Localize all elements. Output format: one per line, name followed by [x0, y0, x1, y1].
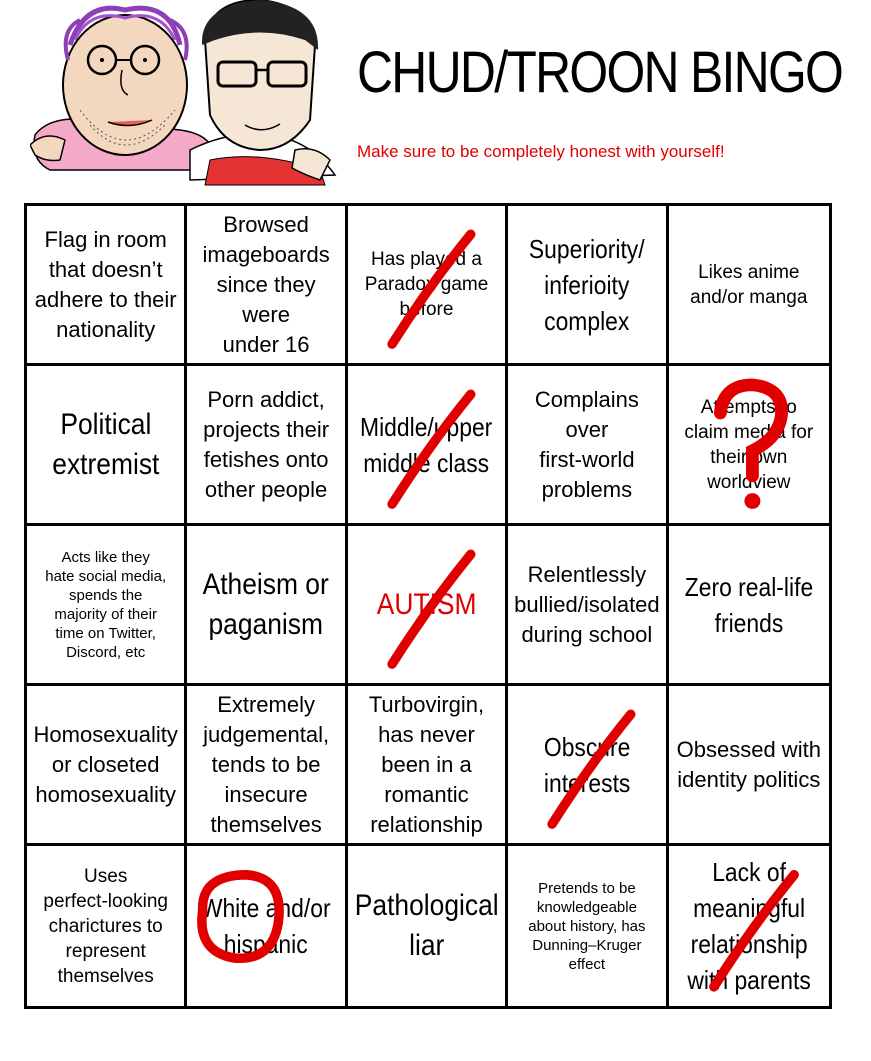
bingo-cell-label: Porn addict, projects their fetishes onto other people — [203, 386, 330, 502]
bingo-cell[interactable] — [669, 206, 829, 366]
page-title: CHUD/TROON BINGO — [357, 40, 843, 105]
bingo-cell[interactable] — [348, 526, 508, 686]
bingo-cell[interactable] — [348, 686, 508, 846]
bingo-cell[interactable] — [187, 846, 347, 1006]
bingo-cell-label: Obscure interests — [543, 731, 631, 798]
bingo-cell[interactable] — [669, 846, 829, 1006]
bingo-cell-label: Has played a Paradox game before — [364, 249, 489, 320]
bingo-cell-label: Lack of meaningful relationship with parents — [687, 857, 811, 995]
bingo-cell[interactable] — [508, 686, 668, 846]
bingo-cell-label: Middle/upper middle class — [360, 411, 493, 478]
bingo-cell[interactable] — [187, 526, 347, 686]
bingo-cell-label: White and/or hispanic — [201, 893, 331, 959]
bingo-cell-label: Attempts to claim media for their own worldview — [684, 396, 814, 493]
bingo-grid — [24, 203, 832, 1009]
bingo-cell-label: Pretends to be knowledgeable about history, has Dunning–Kruger effect — [528, 879, 646, 973]
bingo-cell[interactable] — [669, 526, 829, 686]
bingo-cell-label: Zero real-life friends — [684, 571, 813, 638]
bingo-cell-label: AUTISM — [376, 587, 477, 621]
bingo-cell[interactable] — [187, 686, 347, 846]
caricature-illustration — [30, 0, 350, 195]
bingo-cell-label: Extremely judgemental, tends to be insecure themselves — [203, 691, 330, 837]
bingo-cell[interactable] — [348, 846, 508, 1006]
bingo-cell-label: Superiority/ inferioity complex — [529, 233, 645, 336]
bingo-cell[interactable] — [187, 206, 347, 366]
bingo-cell[interactable] — [508, 366, 668, 526]
bingo-cell[interactable] — [669, 366, 829, 526]
bingo-cell-label: Acts like they hate social media, spends the majority of their time on Twitter, Discord, etc — [45, 548, 167, 661]
bingo-cell[interactable] — [508, 206, 668, 366]
bingo-cell-label: Relentlessly bullied/isolated during school — [514, 561, 660, 647]
bingo-cell-label: Homosexuality or closeted homosexuality — [33, 721, 178, 807]
bingo-cell[interactable] — [27, 526, 187, 686]
bingo-cell-label: Atheism or paganism — [202, 567, 330, 641]
bingo-cell[interactable] — [27, 686, 187, 846]
bingo-cell[interactable] — [348, 206, 508, 366]
bingo-cell[interactable] — [348, 366, 508, 526]
bingo-cell-label: Pathological liar — [354, 889, 499, 962]
bingo-cell[interactable] — [27, 846, 187, 1006]
bingo-cell[interactable] — [508, 846, 668, 1006]
bingo-cell-label: Browsed imageboards since they were under 16 — [202, 211, 330, 357]
bingo-cell-label: Turbovirgin, has never been in a romantic relationship — [368, 691, 485, 837]
bingo-cell-label: Likes anime and/or manga — [690, 261, 808, 308]
bingo-cell-label: Flag in room that doesn’t adhere to their nationality — [34, 226, 177, 342]
bingo-cell[interactable] — [669, 686, 829, 846]
bingo-cell-label: Political extremist — [52, 407, 160, 481]
bingo-cell-label: Complains over first-world problems — [534, 386, 639, 502]
bingo-cell[interactable] — [27, 206, 187, 366]
bingo-cell-label: Uses perfect-looking charictures to represent themselves — [43, 865, 168, 987]
page-subtitle: Make sure to be completely honest with yourself! — [357, 142, 725, 161]
bingo-cell[interactable] — [187, 366, 347, 526]
bingo-cell[interactable] — [27, 366, 187, 526]
bingo-cell[interactable] — [508, 526, 668, 686]
bingo-cell-label: Obsessed with identity politics — [676, 736, 821, 792]
